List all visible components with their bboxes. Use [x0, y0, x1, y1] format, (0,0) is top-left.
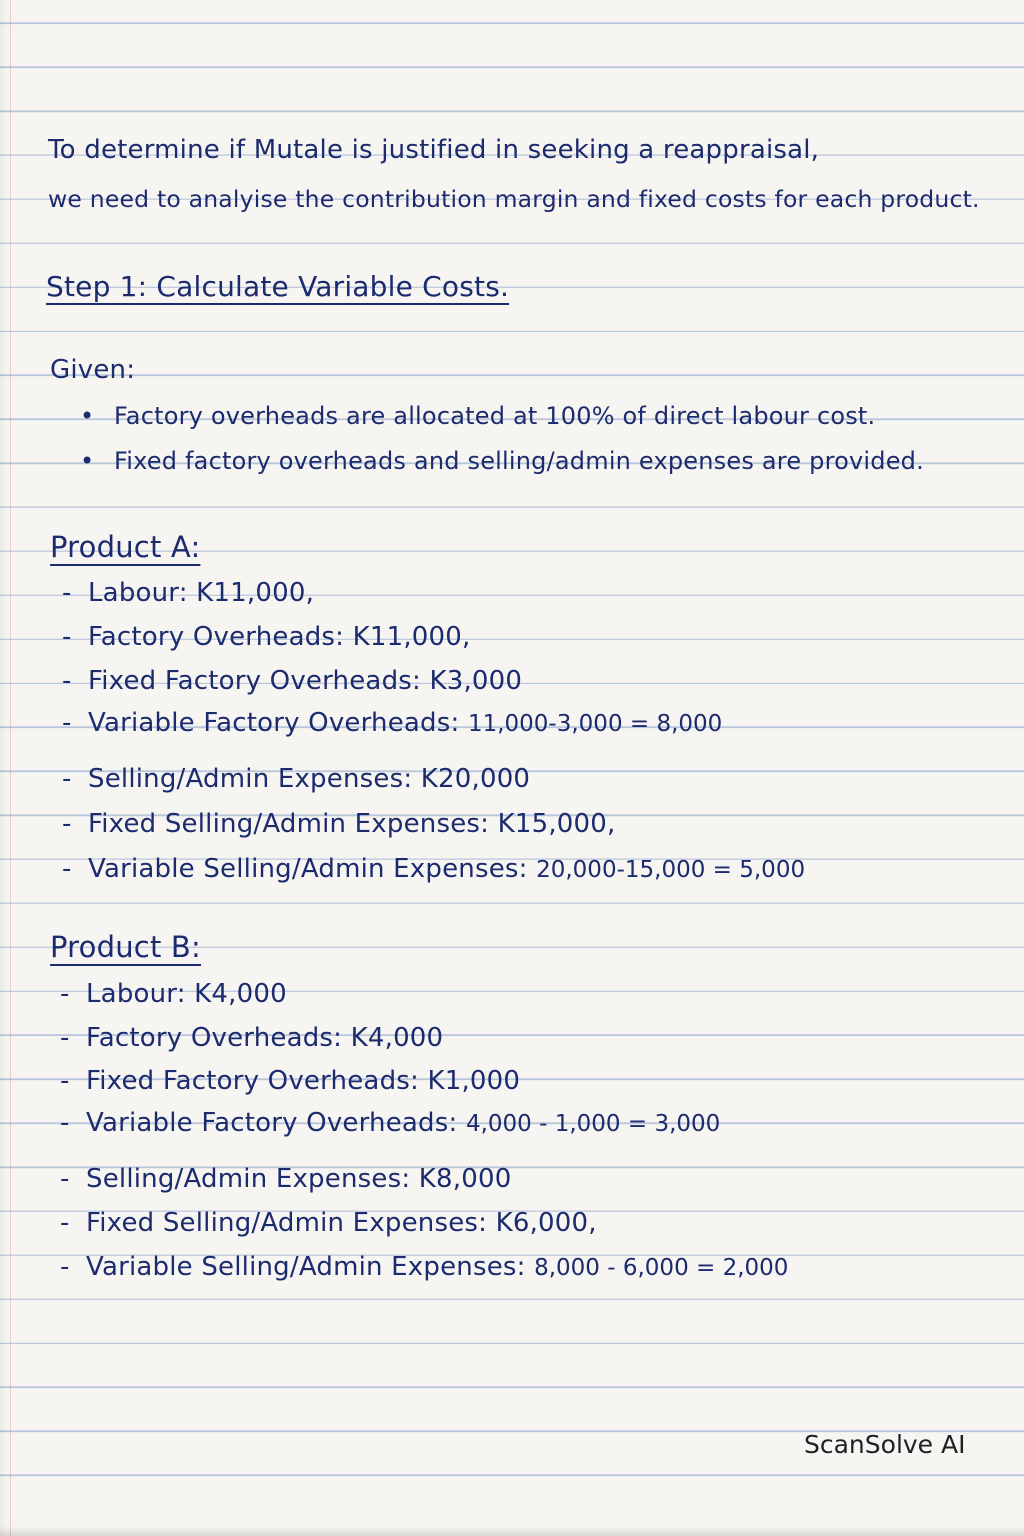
- product-b-heading: Product B:: [50, 930, 201, 964]
- item-label: Labour:: [88, 578, 188, 608]
- item-label: Factory Overheads:: [88, 622, 345, 652]
- item-label: Selling/Admin Expenses:: [88, 764, 413, 794]
- scansolve-watermark: ScanSolve AI: [804, 1430, 966, 1459]
- product-a-item: [62, 764, 530, 794]
- item-label: Variable Selling/Admin Expenses:: [86, 1252, 526, 1282]
- item-value: K20,000: [420, 764, 531, 794]
- item-label: Fixed Selling/Admin Expenses:: [88, 809, 490, 839]
- intro-line-1: To determine if Mutale is justified in seeking a reappraisal,: [48, 135, 820, 165]
- item-value: K6,000,: [495, 1208, 597, 1238]
- item-label: Selling/Admin Expenses:: [86, 1164, 411, 1194]
- item-label: Variable Selling/Admin Expenses:: [88, 854, 528, 884]
- dash-bullet-icon: -: [62, 764, 72, 794]
- item-value: K11,000,: [352, 622, 471, 652]
- dash-bullet-icon: -: [62, 708, 72, 738]
- item-value: 8,000 - 6,000 = 2,000: [534, 1255, 789, 1281]
- dash-bullet-icon: -: [60, 1023, 70, 1053]
- given-bullet-text: Fixed factory overheads and selling/admin expenses are provided.: [114, 447, 924, 475]
- product-a-item: [62, 578, 314, 608]
- product-a-item: [62, 666, 522, 696]
- product-b-item: [60, 979, 287, 1009]
- dash-bullet-icon: -: [60, 1066, 70, 1096]
- product-b-item: [60, 1164, 511, 1194]
- given-bullet: [80, 402, 875, 430]
- given-bullet: [80, 447, 924, 475]
- product-a-item: [62, 622, 471, 652]
- dash-bullet-icon: -: [60, 1108, 70, 1138]
- item-label: Labour:: [86, 979, 186, 1009]
- item-value: K15,000,: [497, 809, 616, 839]
- product-a-item: [62, 854, 805, 884]
- item-value: K4,000: [350, 1023, 444, 1053]
- dash-bullet-icon: -: [60, 1164, 70, 1194]
- product-b-item: [60, 1208, 597, 1238]
- item-value: K1,000: [427, 1066, 521, 1096]
- product-b-item: [60, 1252, 788, 1282]
- dash-bullet-icon: -: [62, 809, 72, 839]
- product-a-item: [62, 708, 722, 738]
- item-value: 20,000-15,000 = 5,000: [536, 857, 806, 883]
- item-value: 11,000-3,000 = 8,000: [467, 711, 723, 737]
- dash-bullet-icon: -: [62, 666, 72, 696]
- intro-line-2: we need to analyise the contribution margin and fixed costs for each product.: [48, 185, 980, 213]
- item-value: K4,000: [194, 979, 287, 1009]
- given-label: Given:: [50, 355, 136, 385]
- given-bullet-text: Factory overheads are allocated at 100% of direct labour cost.: [114, 402, 876, 430]
- dash-bullet-icon: -: [62, 578, 72, 608]
- item-label: Fixed Factory Overheads:: [86, 1066, 419, 1096]
- item-label: Variable Factory Overheads:: [88, 708, 460, 738]
- step-1-heading: Step 1: Calculate Variable Costs.: [46, 270, 510, 303]
- dash-bullet-icon: -: [62, 622, 72, 652]
- item-value: K3,000: [429, 666, 523, 696]
- item-value: K11,000,: [196, 578, 315, 608]
- product-a-heading: Product A:: [50, 530, 201, 564]
- bullet-dot-icon: •: [80, 402, 95, 430]
- bullet-dot-icon: •: [80, 447, 95, 475]
- dash-bullet-icon: -: [60, 1208, 70, 1238]
- page-margin-line: [10, 0, 11, 1536]
- item-label: Fixed Selling/Admin Expenses:: [86, 1208, 488, 1238]
- item-value: K8,000: [418, 1164, 512, 1194]
- item-value: 4,000 - 1,000 = 3,000: [465, 1111, 721, 1137]
- dash-bullet-icon: -: [62, 854, 72, 884]
- item-label: Factory Overheads:: [86, 1023, 343, 1053]
- dash-bullet-icon: -: [60, 979, 70, 1009]
- product-a-item: [62, 809, 615, 839]
- item-label: Variable Factory Overheads:: [86, 1108, 458, 1138]
- dash-bullet-icon: -: [60, 1252, 70, 1282]
- product-b-item: [60, 1023, 443, 1053]
- page-edge-shadow: [0, 1526, 1024, 1536]
- item-label: Fixed Factory Overheads:: [88, 666, 421, 696]
- product-b-item: [60, 1066, 520, 1096]
- product-b-item: [60, 1108, 720, 1138]
